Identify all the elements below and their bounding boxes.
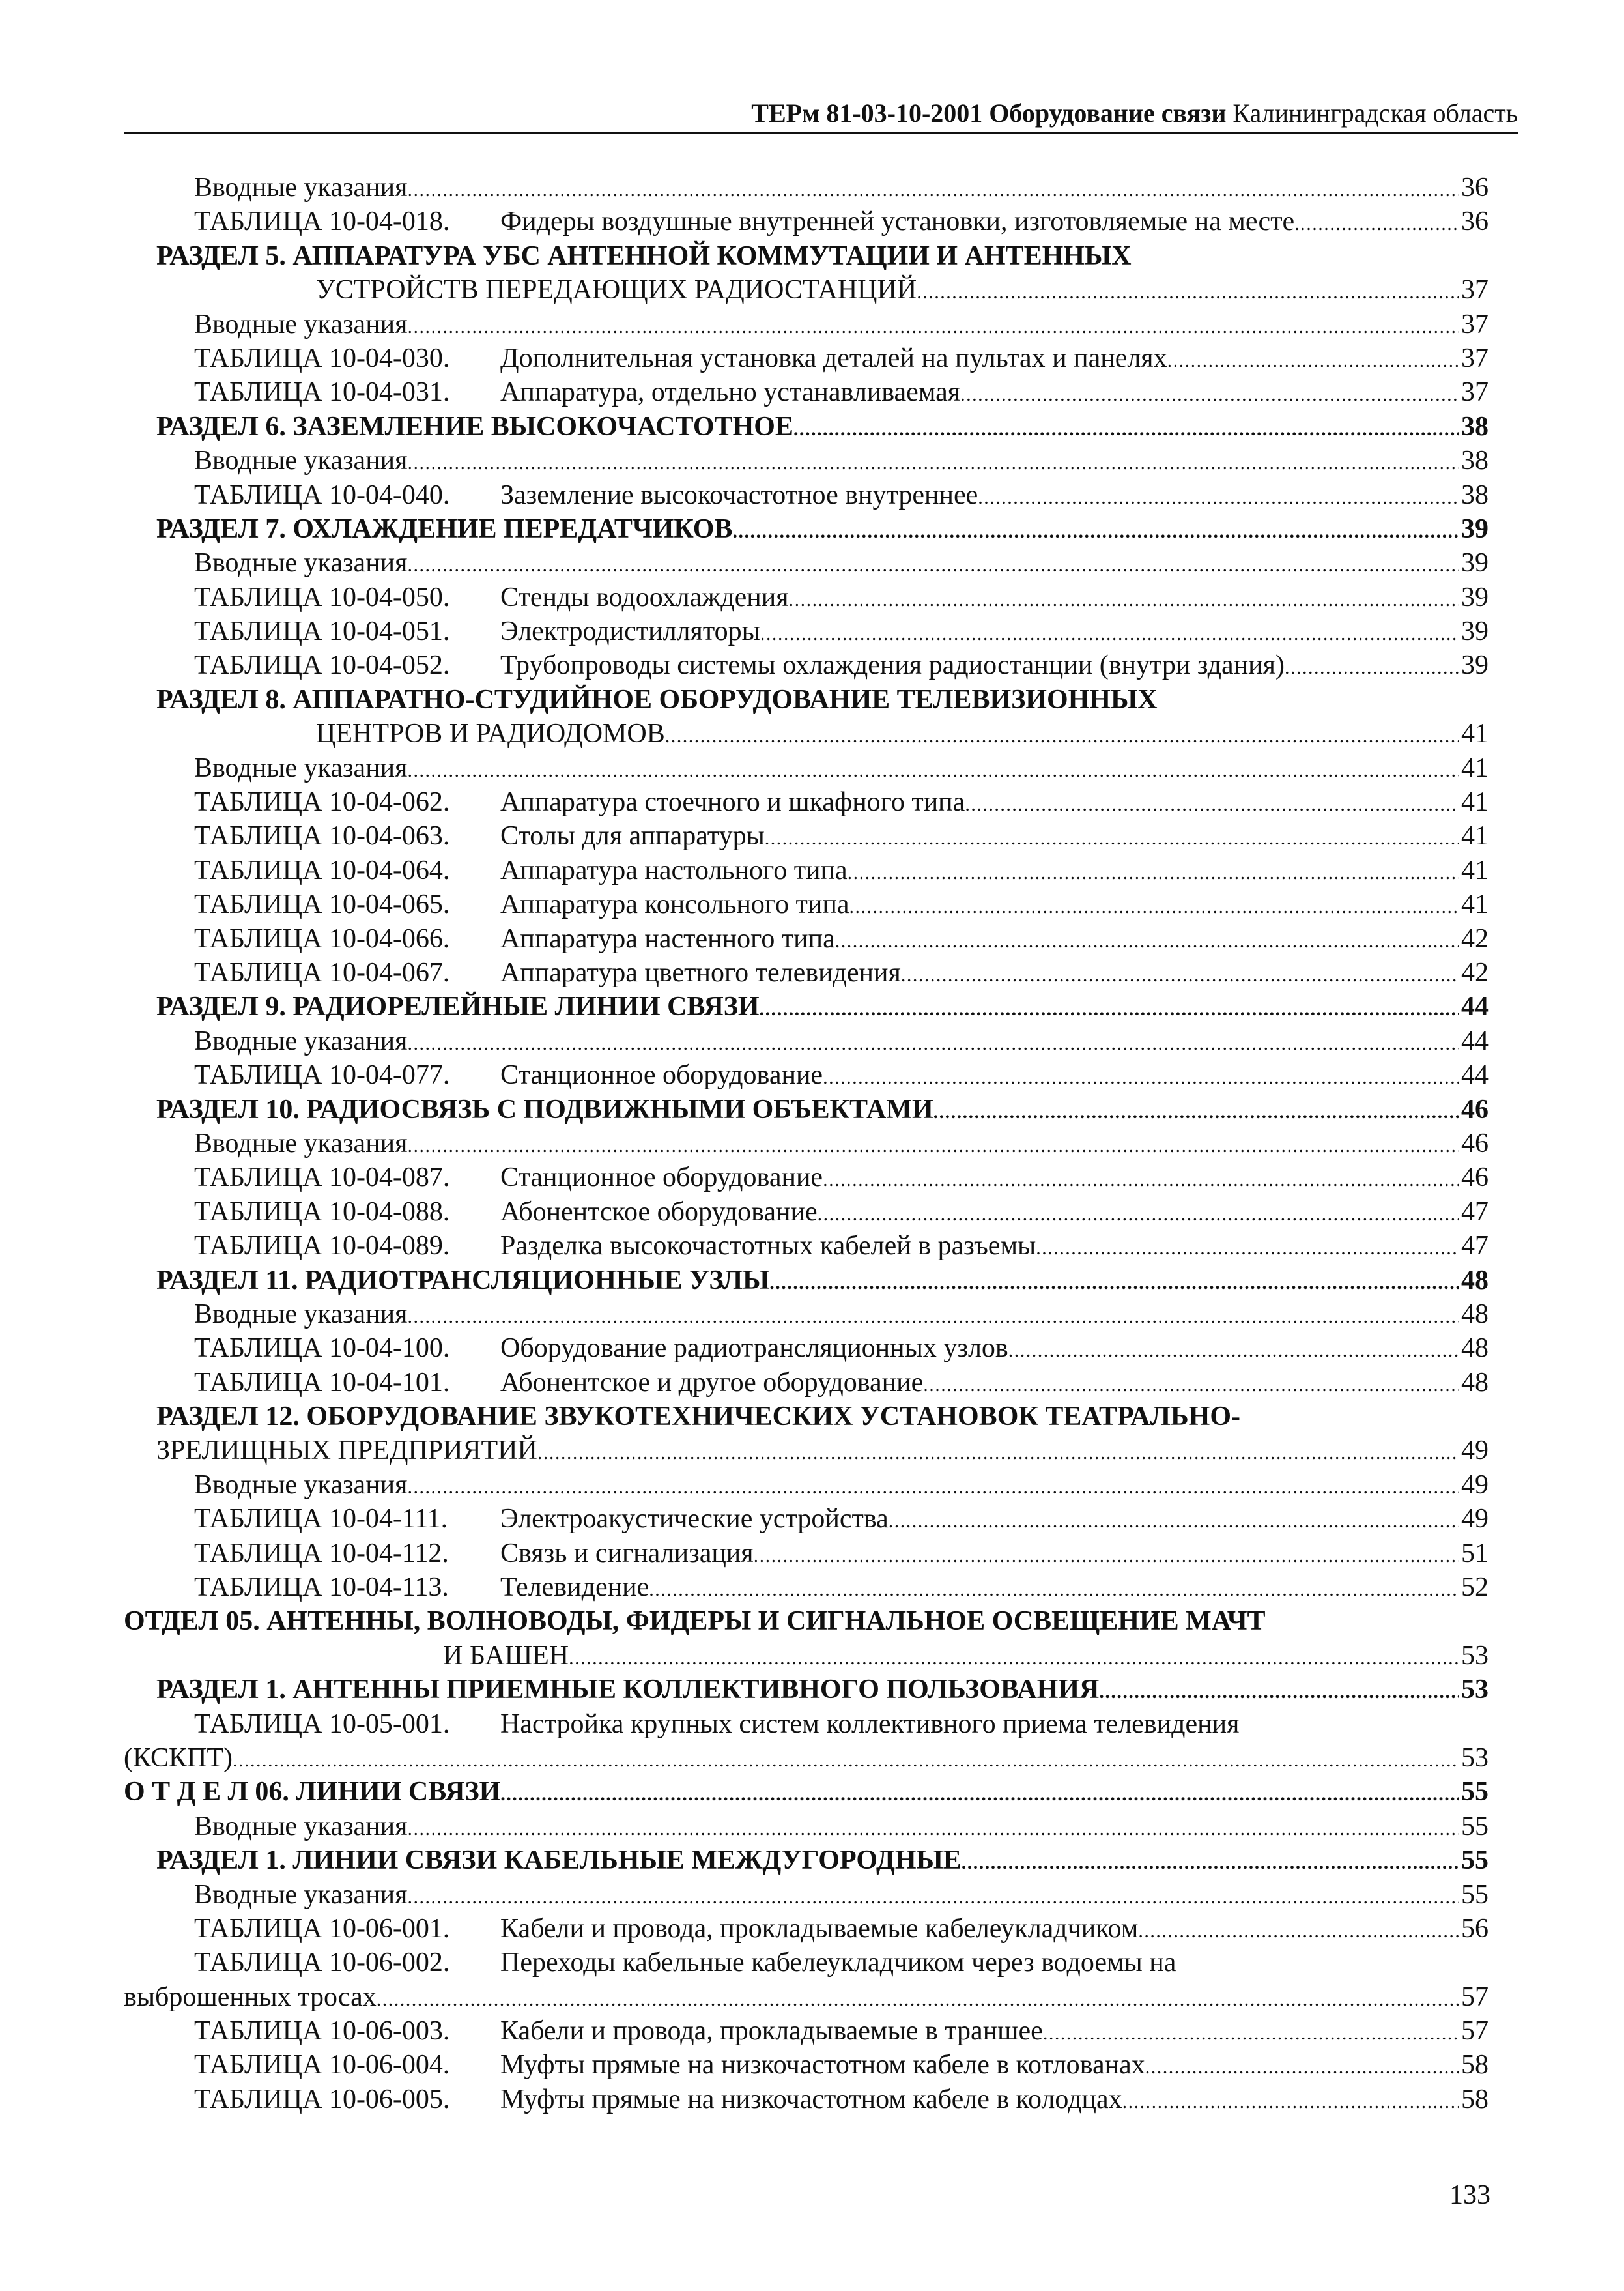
toc-table-code: ТАБЛИЦА 10-06-005.	[194, 2084, 450, 2114]
toc-table-title: Муфты прямые на низкочастотном кабеле в колодцах	[500, 2084, 1122, 2114]
toc-table-title: Аппаратура, отдельно устанавливаемая	[500, 377, 961, 408]
dot-leader	[407, 308, 1459, 344]
toc-entry-table	[124, 1536, 1489, 1570]
toc-entry-table	[124, 341, 1489, 375]
toc-entry-label: Вводные указания	[194, 1879, 408, 1910]
toc-entry-razdel	[124, 512, 1489, 546]
toc-table-code: ТАБЛИЦА 10-04-063.	[194, 821, 450, 852]
toc-page-number: 42	[1461, 923, 1489, 954]
toc-entry-label: Вводные указания	[194, 1811, 408, 1841]
dot-leader	[407, 171, 1459, 207]
dot-leader	[407, 1878, 1459, 1914]
toc-entry-label: И БАШЕН	[443, 1640, 569, 1671]
dot-leader	[1138, 1912, 1459, 1948]
toc-entry-title	[124, 2014, 1043, 2048]
toc-entry-label: ЦЕНТРОВ И РАДИОДОМОВ	[316, 719, 665, 749]
toc-entry-table	[124, 1570, 1489, 1604]
dot-leader	[407, 751, 1459, 788]
toc-page-number: 58	[1461, 2050, 1489, 2081]
dot-leader	[1167, 341, 1459, 378]
toc-entry-title	[124, 785, 965, 819]
toc-table-title: Абонентское и другое оборудование	[500, 1367, 924, 1398]
toc-page-number: 41	[1461, 753, 1489, 783]
dot-leader	[823, 1160, 1459, 1197]
toc-table-code: ТАБЛИЦА 10-04-065.	[194, 889, 450, 920]
toc-table-code: ТАБЛИЦА 10-04-112.	[194, 1538, 449, 1568]
dot-leader	[960, 375, 1459, 412]
toc-entry-title	[124, 1570, 649, 1604]
dot-leader	[923, 1366, 1459, 1402]
toc-entry-table	[124, 1058, 1489, 1092]
toc-entry-razdel2	[124, 717, 1489, 751]
dot-leader	[377, 1980, 1459, 2017]
toc-entry-title	[124, 1366, 923, 1400]
toc-entry-title	[124, 887, 849, 921]
toc-table-code: ТАБЛИЦА 10-04-052.	[194, 650, 450, 681]
toc-table-title: Разделка высокочастотных кабелей в разъемы	[500, 1231, 1036, 1261]
toc-entry-table	[124, 1366, 1489, 1400]
toc-entry-cont	[124, 1980, 1489, 2014]
toc-page-number: 37	[1461, 343, 1489, 373]
toc-table-code: ТАБЛИЦА 10-06-002.	[194, 1948, 450, 1978]
toc-entry-label: РАЗДЕЛ 10. РАДИОСВЯЗЬ С ПОДВИЖНЫМИ ОБЪЕКТАМИ	[156, 1094, 933, 1125]
toc-entry-label: РАЗДЕЛ 12. ОБОРУДОВАНИЕ ЗВУКОТЕХНИЧЕСКИХ УСТАНОВОК ТЕАТРАЛЬНО-	[156, 1402, 1241, 1432]
toc-page-number: 55	[1461, 1845, 1489, 1876]
toc-entry-title	[124, 922, 835, 956]
toc-entry-table	[124, 956, 1489, 990]
dot-leader	[407, 1127, 1459, 1163]
toc-page-number: 53	[1461, 1742, 1489, 1773]
toc-entry-razdel	[124, 1263, 1489, 1297]
toc-page-number: 48	[1461, 1299, 1489, 1329]
toc-entry-razdel	[124, 990, 1489, 1024]
toc-table-code: ТАБЛИЦА 10-05-001.	[194, 1708, 450, 1739]
toc-table-title: Электродистилляторы	[500, 616, 760, 647]
toc-page-number: 41	[1461, 855, 1489, 886]
toc-entry-title	[124, 1160, 823, 1194]
toc-page-number: 52	[1461, 1572, 1489, 1603]
toc-page-number: 44	[1461, 1026, 1489, 1056]
toc-entry-razdel	[124, 1400, 1489, 1434]
toc-page-number: 36	[1461, 173, 1489, 203]
toc-entry-label: Вводные указания	[194, 1299, 408, 1329]
toc-page-number: 48	[1461, 1367, 1489, 1398]
dot-leader	[1122, 2082, 1459, 2119]
toc-entry-intro	[124, 1809, 1489, 1843]
dot-leader	[1294, 205, 1459, 241]
toc-page-number: 42	[1461, 957, 1489, 988]
toc-entry-razdel2	[124, 273, 1489, 307]
toc-page-number: 46	[1461, 1128, 1489, 1159]
toc-entry-intro	[124, 1297, 1489, 1331]
toc-page-number: 37	[1461, 309, 1489, 339]
toc-entry-title	[124, 1331, 1008, 1365]
toc-table-code: ТАБЛИЦА 10-04-031.	[194, 377, 450, 408]
toc-entry-label: Вводные указания	[194, 1469, 408, 1500]
toc-page-number: 57	[1461, 2016, 1489, 2047]
dot-leader	[760, 990, 1459, 1026]
toc-entry-title	[124, 2048, 1145, 2082]
toc-entry-intro	[124, 1468, 1489, 1502]
toc-table-title: Аппаратура настенного типа	[500, 923, 835, 954]
toc-entry-razdel	[124, 1843, 1489, 1877]
toc-page-number: 37	[1461, 377, 1489, 408]
dot-leader	[665, 717, 1459, 753]
toc-entry-label: Вводные указания	[194, 1128, 408, 1159]
table-of-contents	[124, 171, 1489, 2116]
toc-entry-title	[124, 648, 1285, 682]
toc-table-code: ТАБЛИЦА 10-04-113.	[194, 1572, 449, 1603]
toc-page-number: 41	[1461, 821, 1489, 852]
toc-table-code: ТАБЛИЦА 10-04-030.	[194, 343, 450, 373]
toc-table-code: ТАБЛИЦА 10-04-088.	[194, 1196, 450, 1227]
toc-entry-title	[124, 614, 760, 648]
toc-page-number: 39	[1461, 650, 1489, 681]
toc-entry-table	[124, 854, 1489, 887]
toc-entry-table	[124, 581, 1489, 614]
toc-page-number: 48	[1461, 1265, 1489, 1295]
toc-table-code: ТАБЛИЦА 10-04-100.	[194, 1333, 450, 1364]
toc-entry-intro	[124, 1878, 1489, 1912]
toc-entry-title	[124, 1912, 1138, 1946]
toc-page-number: 38	[1461, 480, 1489, 510]
toc-table-code: ТАБЛИЦА 10-04-040.	[194, 480, 450, 510]
dot-leader	[789, 581, 1459, 617]
toc-table-title: Переходы кабельные кабелеукладчиком через водоемы на	[500, 1948, 1176, 1978]
toc-page-number: 38	[1461, 446, 1489, 476]
toc-entry-label: Вводные указания	[194, 309, 408, 339]
toc-entry-label: Вводные указания	[194, 753, 408, 783]
toc-entry-table	[124, 1502, 1489, 1536]
toc-table-code: ТАБЛИЦА 10-04-101.	[194, 1367, 450, 1398]
toc-entry-table	[124, 375, 1489, 409]
toc-entry-table	[124, 478, 1489, 512]
dot-leader	[233, 1741, 1459, 1778]
toc-table-title: Аппаратура консольного типа	[500, 889, 849, 920]
toc-page-number: 36	[1461, 207, 1489, 237]
toc-entry-label: (КСКПТ)	[124, 1742, 233, 1773]
header-doc-title: ТЕРм 81-03-10-2001 Оборудование связи	[751, 98, 1227, 128]
dot-leader	[537, 1434, 1459, 1470]
toc-entry-label: выброшенных тросах	[124, 1981, 377, 2012]
toc-entry-table	[124, 819, 1489, 853]
toc-entry-table	[124, 1946, 1489, 1980]
toc-entry-label: РАЗДЕЛ 9. РАДИОРЕЛЕЙНЫЕ ЛИНИИ СВЯЗИ	[156, 992, 760, 1022]
dot-leader	[901, 956, 1459, 992]
toc-entry-otdel	[124, 1775, 1489, 1809]
toc-page-number: 41	[1461, 787, 1489, 818]
toc-entry-intro	[124, 751, 1489, 785]
toc-entry-label: Вводные указания	[194, 173, 408, 203]
toc-page-number: 47	[1461, 1196, 1489, 1227]
toc-entry-label: РАЗДЕЛ 5. АППАРАТУРА УБС АНТЕННОЙ КОММУТАЦИИ И АНТЕННЫХ	[156, 240, 1132, 271]
toc-table-title: Электроакустические устройства	[500, 1504, 889, 1535]
dot-leader	[917, 273, 1459, 310]
toc-table-title: Стенды водоохлаждения	[500, 582, 789, 612]
toc-entry-title	[124, 854, 848, 887]
toc-entry-razdel	[124, 1673, 1489, 1707]
toc-page-number: 38	[1461, 411, 1489, 442]
toc-table-title: Настройка крупных систем коллективного приема телевидения	[500, 1708, 1240, 1739]
toc-entry-razdel	[124, 683, 1489, 717]
toc-entry-title	[124, 341, 1167, 375]
toc-entry-title	[124, 1195, 818, 1229]
toc-entry-intro	[124, 171, 1489, 205]
toc-entry-title	[124, 1707, 1239, 1741]
toc-page-number: 44	[1461, 992, 1489, 1022]
toc-table-title: Аппаратура настольного типа	[500, 855, 848, 886]
toc-entry-razdel	[124, 410, 1489, 444]
toc-page-number: 39	[1461, 548, 1489, 579]
running-header	[124, 94, 1518, 134]
toc-page-number: 56	[1461, 1913, 1489, 1944]
dot-leader	[407, 1809, 1459, 1846]
dot-leader	[732, 512, 1459, 549]
toc-table-code: ТАБЛИЦА 10-06-004.	[194, 2050, 450, 2081]
toc-entry-label: РАЗДЕЛ 1. АНТЕННЫ ПРИЕМНЫЕ КОЛЛЕКТИВНОГО ПОЛЬЗОВАНИЯ	[156, 1675, 1100, 1705]
toc-page-number: 44	[1461, 1060, 1489, 1091]
toc-entry-table	[124, 648, 1489, 682]
dot-leader	[407, 546, 1459, 583]
toc-page-number: 55	[1461, 1811, 1489, 1841]
toc-table-title: Связь и сигнализация	[500, 1538, 754, 1568]
toc-table-code: ТАБЛИЦА 10-04-111.	[194, 1504, 448, 1535]
toc-entry-table	[124, 1707, 1489, 1741]
toc-entry-table	[124, 887, 1489, 921]
toc-table-code: ТАБЛИЦА 10-04-018.	[194, 207, 450, 237]
toc-entry-title	[124, 1536, 754, 1570]
toc-table-code: ТАБЛИЦА 10-04-051.	[194, 616, 450, 647]
toc-entry-label: ОТДЕЛ 05. АНТЕННЫ, ВОЛНОВОДЫ, ФИДЕРЫ И СИГНАЛЬНОЕ ОСВЕЩЕНИЕ МАЧТ	[124, 1606, 1266, 1637]
toc-entry-table	[124, 2048, 1489, 2082]
toc-entry-intro	[124, 444, 1489, 478]
toc-entry-title	[124, 1946, 1176, 1980]
toc-table-title: Станционное оборудование	[500, 1060, 823, 1091]
dot-leader	[760, 614, 1459, 651]
toc-table-title: Абонентское оборудование	[500, 1196, 818, 1227]
toc-table-code: ТАБЛИЦА 10-04-089.	[194, 1231, 450, 1261]
dot-leader	[849, 887, 1459, 924]
toc-entry-table	[124, 1912, 1489, 1946]
toc-table-code: ТАБЛИЦА 10-04-087.	[194, 1162, 450, 1193]
toc-entry-label: Вводные указания	[194, 446, 408, 476]
toc-page-number: 39	[1461, 582, 1489, 612]
dot-leader	[889, 1502, 1459, 1538]
toc-page-number: 57	[1461, 1981, 1489, 2012]
dot-leader	[407, 1297, 1459, 1334]
toc-table-title: Оборудование радиотрансляционных узлов	[500, 1333, 1008, 1364]
dot-leader	[1036, 1229, 1459, 1265]
toc-table-code: ТАБЛИЦА 10-04-050.	[194, 582, 450, 612]
toc-page-number: 37	[1461, 275, 1489, 306]
toc-entry-title	[124, 2082, 1122, 2116]
toc-entry-table	[124, 1331, 1489, 1365]
toc-table-title: Кабели и провода, прокладываемые в траншее	[500, 2016, 1043, 2047]
toc-table-code: ТАБЛИЦА 10-06-001.	[194, 1913, 450, 1944]
toc-table-title: Муфты прямые на низкочастотном кабеле в котлованах	[500, 2050, 1145, 2081]
dot-leader	[962, 1843, 1459, 1880]
toc-table-code: ТАБЛИЦА 10-04-077.	[194, 1060, 450, 1091]
toc-table-title: Столы для аппаратуры	[500, 821, 765, 852]
dot-leader	[754, 1536, 1459, 1573]
toc-table-title: Трубопроводы системы охлаждения радиостанции (внутри здания)	[500, 650, 1285, 681]
toc-entry-table	[124, 922, 1489, 956]
toc-page-number: 39	[1461, 616, 1489, 647]
dot-leader	[1145, 2048, 1459, 2084]
toc-entry-title	[124, 581, 789, 614]
toc-entry-label: РАЗДЕЛ 11. РАДИОТРАНСЛЯЦИОННЫЕ УЗЛЫ	[156, 1265, 770, 1295]
toc-entry-table	[124, 785, 1489, 819]
toc-page-number: 53	[1461, 1675, 1489, 1705]
dot-leader	[1043, 2014, 1459, 2051]
toc-entry-cont	[124, 1741, 1489, 1775]
toc-table-code: ТАБЛИЦА 10-04-064.	[194, 855, 450, 886]
dot-leader	[1099, 1673, 1459, 1709]
toc-entry-table	[124, 614, 1489, 648]
dot-leader	[500, 1775, 1459, 1811]
dot-leader	[965, 785, 1459, 822]
toc-entry-otdel2	[124, 1639, 1489, 1673]
toc-table-code: ТАБЛИЦА 10-04-067.	[194, 957, 450, 988]
dot-leader	[649, 1570, 1459, 1607]
toc-entry-label: РАЗДЕЛ 7. ОХЛАЖДЕНИЕ ПЕРЕДАТЧИКОВ	[156, 513, 733, 544]
toc-page-number: 55	[1461, 1879, 1489, 1910]
toc-table-title: Телевидение	[500, 1572, 649, 1603]
dot-leader	[765, 819, 1459, 856]
toc-entry-otdel	[124, 1604, 1489, 1638]
dot-leader	[407, 1024, 1459, 1061]
toc-table-title: Фидеры воздушные внутренней установки, изготовляемые на месте	[500, 207, 1295, 237]
toc-page-number: 46	[1461, 1162, 1489, 1193]
dot-leader	[818, 1195, 1459, 1232]
dot-leader	[407, 444, 1459, 480]
toc-table-title: Аппаратура стоечного и шкафного типа	[500, 787, 965, 818]
toc-page-number: 51	[1461, 1538, 1489, 1568]
toc-table-code: ТАБЛИЦА 10-06-003.	[194, 2016, 450, 2047]
toc-entry-label: О Т Д Е Л 06. ЛИНИИ СВЯЗИ	[124, 1777, 501, 1808]
toc-table-code: ТАБЛИЦА 10-04-066.	[194, 923, 450, 954]
toc-table-code: ТАБЛИЦА 10-04-062.	[194, 787, 450, 818]
dot-leader	[769, 1263, 1459, 1300]
toc-entry-table	[124, 1195, 1489, 1229]
dot-leader	[933, 1093, 1459, 1129]
toc-entry-label: РАЗДЕЛ 8. АППАРАТНО-СТУДИЙНОЕ ОБОРУДОВАНИЕ ТЕЛЕВИЗИОННЫХ	[156, 684, 1158, 715]
toc-entry-title	[124, 956, 901, 990]
toc-page-number: 39	[1461, 513, 1489, 544]
toc-entry-intro	[124, 1024, 1489, 1058]
page-number: 133	[1449, 2180, 1490, 2210]
toc-entry-table	[124, 2082, 1489, 2116]
toc-table-title: Кабели и провода, прокладываемые кабелеукладчиком	[500, 1913, 1139, 1944]
toc-table-title: Заземление высокочастотное внутреннее	[500, 480, 978, 510]
toc-table-title: Аппаратура цветного телевидения	[500, 957, 901, 988]
dot-leader	[823, 1058, 1459, 1095]
toc-entry-label: РАЗДЕЛ 1. ЛИНИИ СВЯЗИ КАБЕЛЬНЫЕ МЕЖДУГОРОДНЫЕ	[156, 1845, 962, 1876]
toc-page-number: 41	[1461, 719, 1489, 749]
toc-table-title: Станционное оборудование	[500, 1162, 823, 1193]
toc-page-number: 53	[1461, 1640, 1489, 1671]
toc-entry-raz12b	[124, 1434, 1489, 1467]
toc-entry-label: ЗРЕЛИЩНЫХ ПРЕДПРИЯТИЙ	[156, 1435, 537, 1466]
toc-entry-title	[124, 375, 960, 409]
toc-entry-label: УСТРОЙСТВ ПЕРЕДАЮЩИХ РАДИОСТАНЦИЙ	[316, 275, 917, 306]
toc-entry-label: РАЗДЕЛ 6. ЗАЗЕМЛЕНИЕ ВЫСОКОЧАСТОТНОЕ	[156, 411, 793, 442]
toc-entry-intro	[124, 1127, 1489, 1160]
toc-entry-razdel	[124, 239, 1489, 273]
toc-entry-table	[124, 1160, 1489, 1194]
toc-page-number: 41	[1461, 889, 1489, 920]
toc-page-number: 55	[1461, 1777, 1489, 1808]
toc-page-number: 48	[1461, 1333, 1489, 1364]
toc-page-number: 58	[1461, 2084, 1489, 2114]
dot-leader	[848, 854, 1459, 890]
toc-page-number: 49	[1461, 1435, 1489, 1466]
dot-leader	[1285, 648, 1459, 685]
dot-leader	[407, 1468, 1459, 1505]
toc-entry-title	[124, 478, 978, 512]
toc-entry-table	[124, 1229, 1489, 1263]
dot-leader	[569, 1639, 1459, 1675]
toc-entry-title	[124, 1502, 889, 1536]
toc-entry-intro	[124, 308, 1489, 341]
toc-page-number: 46	[1461, 1094, 1489, 1125]
dot-leader	[978, 478, 1459, 515]
dot-leader	[793, 410, 1459, 446]
toc-page-number: 49	[1461, 1504, 1489, 1535]
toc-table-title: Дополнительная установка деталей на пультах и панелях	[500, 343, 1167, 373]
toc-entry-title	[124, 205, 1294, 238]
header-region: Калининградская область	[1232, 98, 1518, 128]
toc-page-number: 47	[1461, 1231, 1489, 1261]
toc-entry-table	[124, 2014, 1489, 2048]
toc-entry-title	[124, 819, 765, 853]
toc-entry-label: Вводные указания	[194, 1026, 408, 1056]
toc-entry-table	[124, 205, 1489, 238]
toc-entry-title	[124, 1229, 1036, 1263]
toc-entry-title	[124, 1058, 823, 1092]
toc-entry-razdel	[124, 1093, 1489, 1127]
toc-entry-label: Вводные указания	[194, 548, 408, 579]
toc-page-number: 49	[1461, 1469, 1489, 1500]
dot-leader	[1008, 1331, 1459, 1368]
toc-entry-intro	[124, 546, 1489, 580]
dot-leader	[835, 922, 1459, 958]
